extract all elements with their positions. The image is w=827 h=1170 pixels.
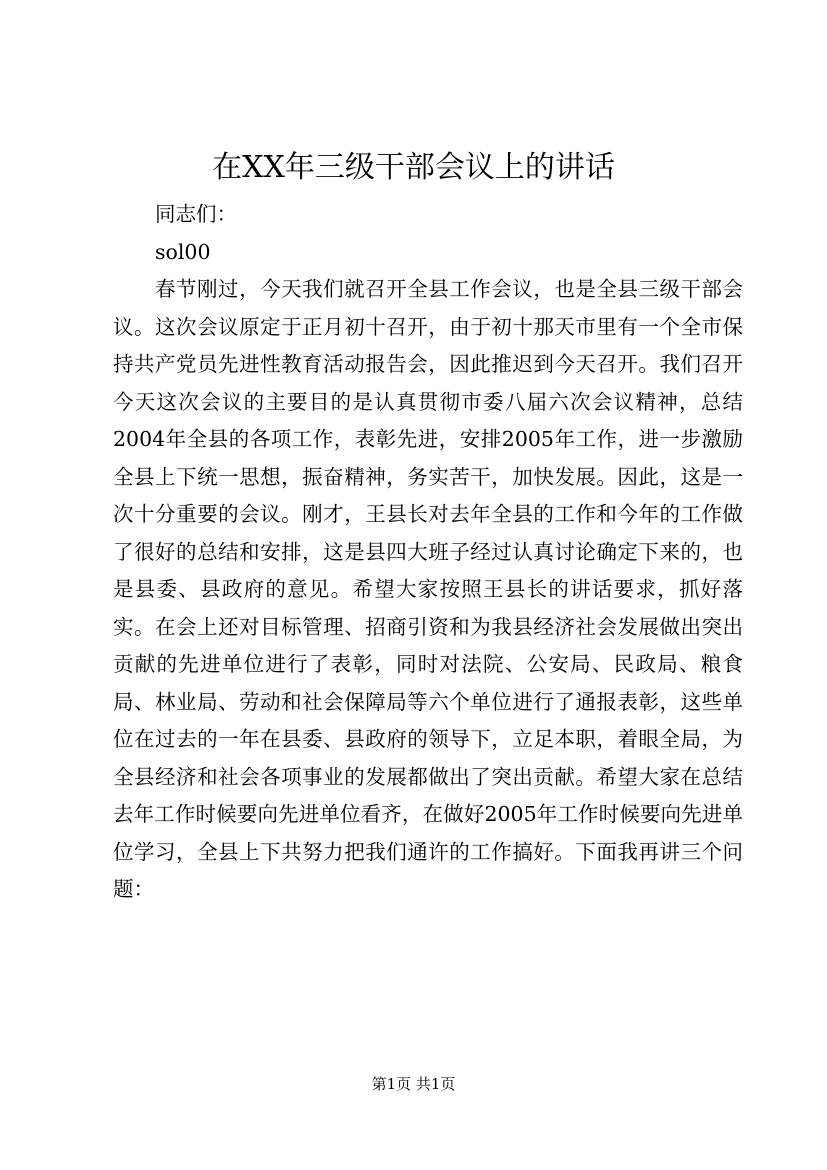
document-body: [113, 196, 743, 909]
page-footer: 第1页 共1页: [371, 1075, 456, 1093]
code-line: sol00: [155, 239, 211, 264]
salutation: 同志们：: [155, 202, 237, 226]
document-title: 在XX年三级干部会议上的讲话: [212, 150, 615, 185]
body-paragraph: 春节刚过，今天我们就召开全县工作会议，也是全县三级干部会议。这次会议原定于正月初十召开，由于初十那天市里有一个全市保持共产党员先进性教育活动报告会，因此推迟到今天召开。我们召开今天这次会议的主要目的是认真贯彻市委八届六次会议精神，总结2004年全县的各项工作，表彰先进，安排2005年工作，进一步激励全县上下统一思想，振奋精神，务实苦干，加快发展。因此，这是一次十分重要的会议。刚才，王县长对去年全县的工作和今年的工作做了很好的总结和安排，这是县四大班子经过认真讨论确定下来的，也是县委、县政府的意见。希望大家按照王县长的讲话要求，抓好落实。在会上还对目标管理、招商引资和为我县经济社会发展做出突出贡献的先进单位进行了表彰，同时对法院、公安局、民政局、粮食局、林业局、劳动和社会保障局等六个单位进行了通报表彰，这些单位在过去的一年在县委、县政府的领导下，立足本职，着眼全局，为全县经济和社会各项事业的发展都做出了突出贡献。希望大家在总结去年工作时候要向先进单位看齐，在做好2005年工作时候要向先进单位学习，全县上下共努力把我们通许的工作搞好。下面我再讲三个问题：: [113, 277, 743, 901]
